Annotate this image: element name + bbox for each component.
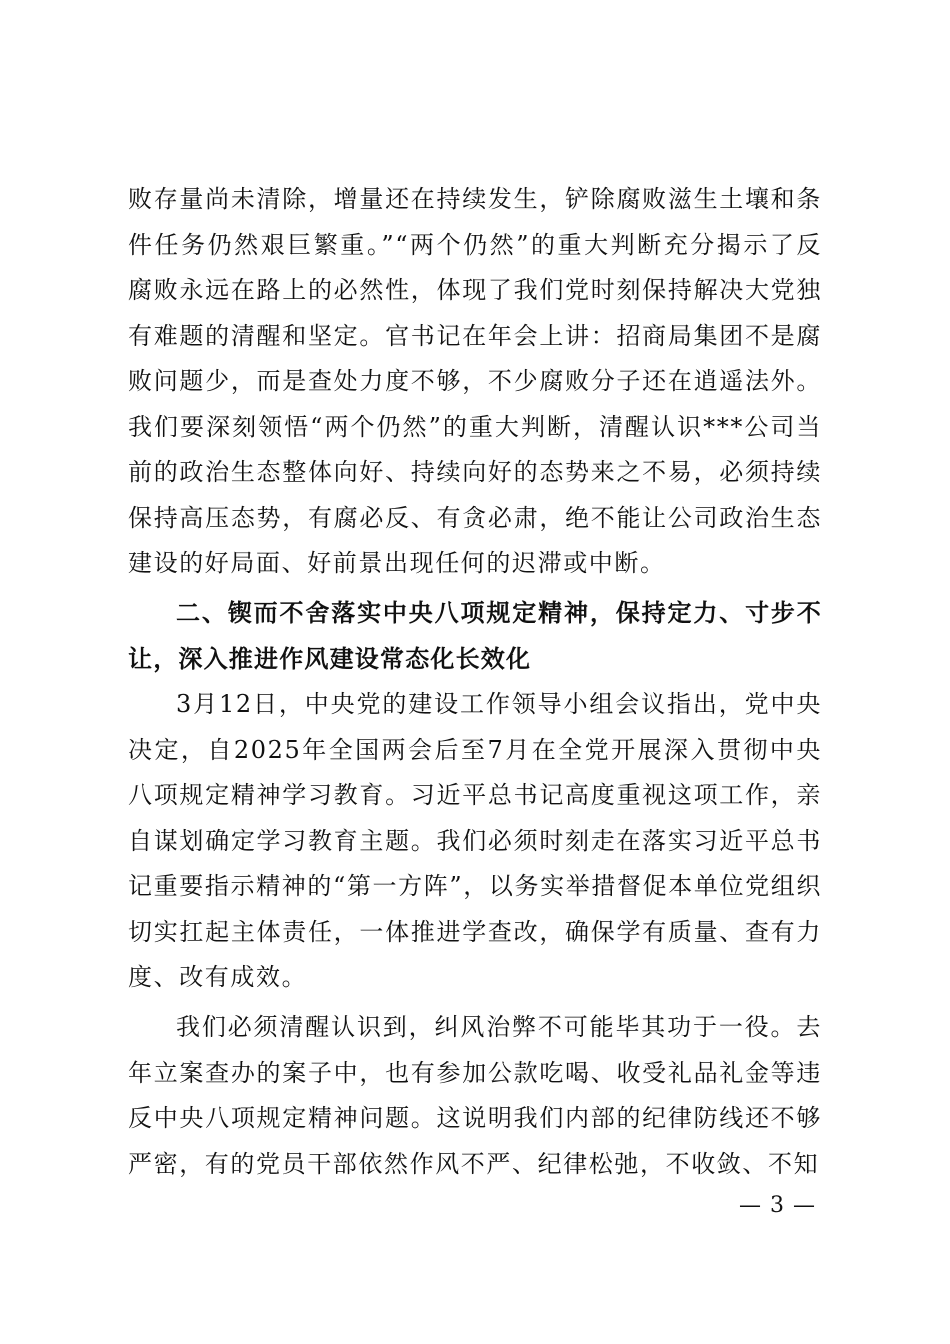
heading-text: 二、锲而不舍落实中央八项规定精神，保持定力、寸步不让，深入推进作风建设常态化长效化 [128, 599, 822, 673]
body-paragraph-3 [128, 682, 822, 1001]
body-paragraph-4 [128, 1005, 822, 1187]
paragraph-text: 3月12日，中央党的建设工作领导小组会议指出，党中央决定，自2025年全国两会后至7月在全党开展深入贯彻中央八项规定精神学习教育。习近平总书记高度重视这项工作，亲自谋划确定学习教育主题。我们必须时刻走在落实习近平总书记重要指示精神的“第一方阵”，以务实举措督促本单位党组织切实扛起主体责任，一体推进学查改，确保学有质量、查有力度、改有成效。 [128, 690, 822, 991]
body-paragraph-1 [128, 177, 822, 587]
paragraph-text: 我们必须清醒认识到，纠风治弊不可能毕其功于一役。去年立案查办的案子中，也有参加公款吃喝、收受礼品礼金等违反中央八项规定精神问题。这说明我们内部的纪律防线还不够严密，有的党员干部依然作风不严、纪律松弛，不收敛、不知 [128, 1013, 822, 1178]
page-number: — 3 — [739, 1193, 816, 1218]
paragraph-text: 败存量尚未清除，增量还在持续发生，铲除腐败滋生土壤和条件任务仍然艰巨繁重。”“两个仍然”的重大判断充分揭示了反腐败永远在路上的必然性，体现了我们党时刻保持解决大党独有难题的清醒和坚定。官书记在年会上讲：招商局集团不是腐败问题少，而是查处力度不够，不少腐败分子还在逍遥法外。我们要深刻领悟“两个仍然”的重大判断，清醒认识***公司当前的政治生态整体向好、持续向好的态势来之不易，必须持续保持高压态势，有腐必反、有贪必肃，绝不能让公司政治生态建设的好局面、好前景出现任何的迟滞或中断。 [128, 185, 822, 577]
section-heading-2 [128, 591, 822, 682]
